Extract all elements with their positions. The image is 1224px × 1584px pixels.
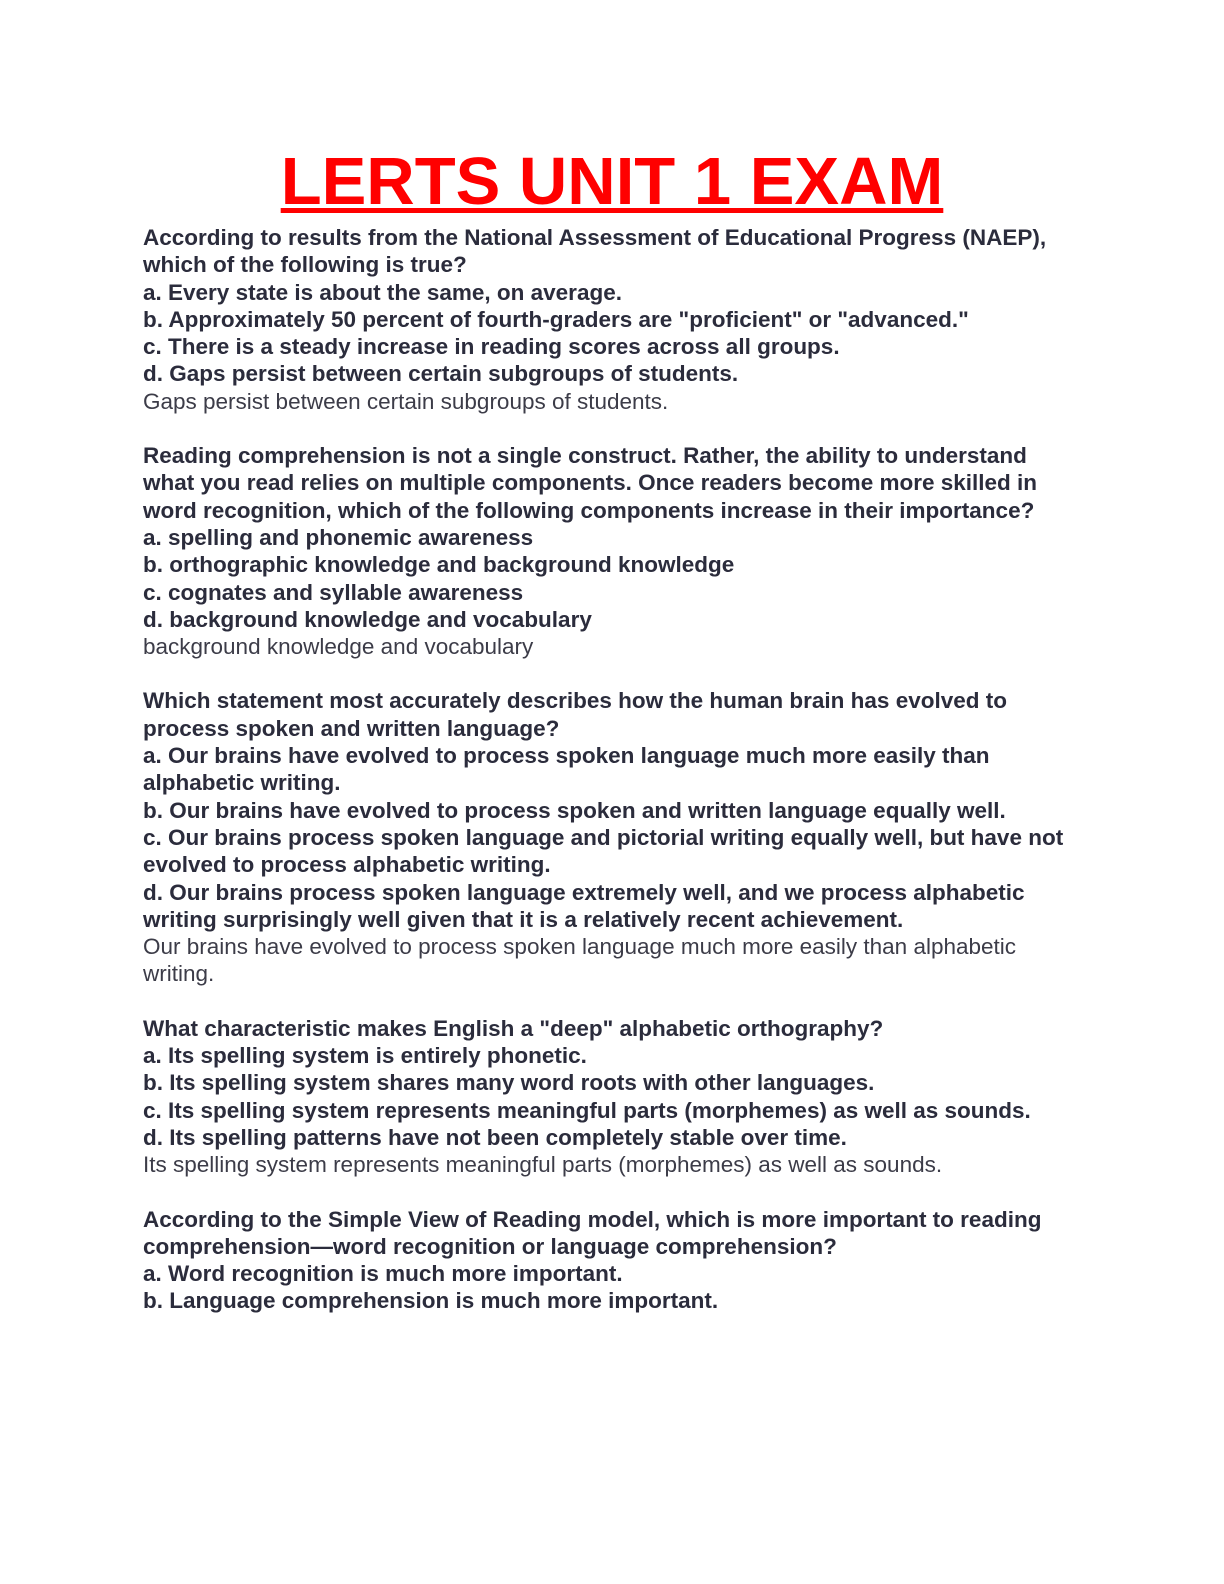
question-option: b. orthographic knowledge and background knowledge — [143, 552, 735, 578]
question-option: a. spelling and phonemic awareness — [143, 524, 534, 550]
question-option: d. Our brains process spoken language extremely well, and we process alphabetic writing surprisingly well given that it is a relatively recent achievement. — [143, 879, 1025, 932]
question-block — [143, 687, 1083, 987]
question-block — [143, 442, 1083, 660]
question-prompt: Reading comprehension is not a single construct. Rather, the ability to understand what you read relies on multiple components. Once readers become more skilled in word recognition, which of the following components increase in their importance? — [143, 443, 1038, 523]
question-prompt: According to the Simple View of Reading model, which is more important to reading comprehension—word recognition or language comprehension? — [143, 1206, 1042, 1259]
question-option: a. Our brains have evolved to process spoken language much more easily than alphabetic writing. — [143, 743, 990, 796]
question-option: a. Every state is about the same, on average. — [143, 279, 622, 305]
question-prompt: Which statement most accurately describes how the human brain has evolved to process spoken and written language? — [143, 688, 1007, 741]
question-answer: Its spelling system represents meaningful parts (morphemes) as well as sounds. — [143, 1152, 943, 1178]
question-option: c. Its spelling system represents meaningful parts (morphemes) as well as sounds. — [143, 1097, 1031, 1123]
question-answer: Gaps persist between certain subgroups of students. — [143, 388, 669, 414]
questions-list — [143, 224, 1083, 1342]
question-option: a. Word recognition is much more important. — [143, 1261, 623, 1287]
question-option: c. There is a steady increase in reading scores across all groups. — [143, 334, 840, 360]
question-option: b. Approximately 50 percent of fourth-graders are "proficient" or "advanced." — [143, 306, 969, 332]
question-option: d. Gaps persist between certain subgroups of students. — [143, 361, 739, 387]
question-block — [143, 224, 1083, 415]
question-prompt: What characteristic makes English a "deep" alphabetic orthography? — [143, 1015, 884, 1041]
question-option: a. Its spelling system is entirely phonetic. — [143, 1043, 587, 1069]
question-block — [143, 1206, 1083, 1315]
question-block — [143, 1015, 1083, 1179]
question-option: b. Its spelling system shares many word roots with other languages. — [143, 1070, 875, 1096]
document-title: LERTS UNIT 1 EXAM — [280, 144, 944, 219]
question-option: d. Its spelling patterns have not been completely stable over time. — [143, 1124, 847, 1150]
question-prompt: According to results from the National Assessment of Educational Progress (NAEP), which of the following is true? — [143, 225, 1047, 278]
question-option: c. Our brains process spoken language and pictorial writing equally well, but have not evolved to process alphabetic writing. — [143, 824, 1064, 878]
question-option: d. background knowledge and vocabulary — [143, 606, 592, 632]
question-option: b. Language comprehension is much more important. — [143, 1288, 719, 1314]
question-option: b. Our brains have evolved to process spoken and written language equally well. — [143, 797, 1006, 823]
question-option: c. cognates and syllable awareness — [143, 579, 524, 605]
question-answer: Our brains have evolved to process spoken language much more easily than alphabetic writing. — [143, 934, 1017, 987]
question-answer: background knowledge and vocabulary — [143, 634, 534, 660]
